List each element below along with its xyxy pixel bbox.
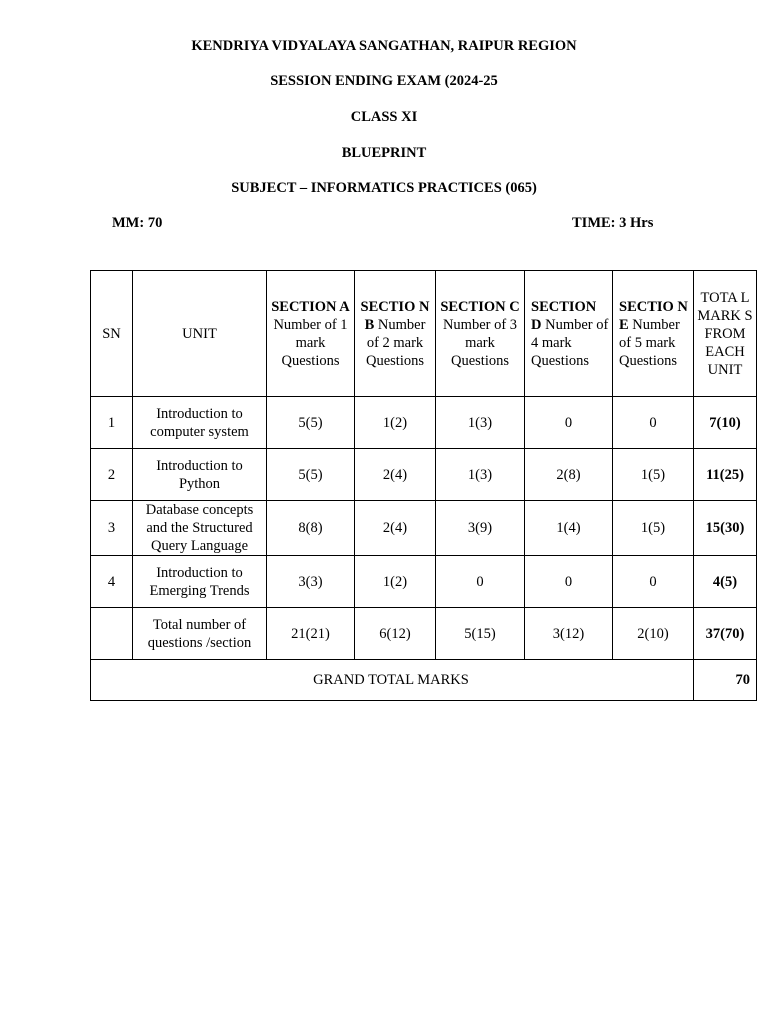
cell-section-c: 3(9)	[436, 501, 525, 556]
header-unit: UNIT	[133, 271, 267, 397]
cell-sn: 4	[91, 556, 133, 608]
section-a-title: SECTION A	[271, 298, 350, 315]
cell-section-d: 0	[525, 556, 613, 608]
cell-section-c: 5(15)	[436, 608, 525, 660]
section-a-desc: Number of 1 mark Questions	[273, 316, 348, 369]
cell-section-d: 1(4)	[525, 501, 613, 556]
cell-sn: 2	[91, 449, 133, 501]
cell-sn: 3	[91, 501, 133, 556]
cell-section-c: 0	[436, 556, 525, 608]
section-e-title: SECTIO N E	[619, 298, 688, 333]
section-b-title: SECTIO N B	[360, 298, 430, 333]
cell-section-b: 6(12)	[355, 608, 436, 660]
grand-total-row	[91, 660, 757, 701]
cell-section-a: 21(21)	[267, 608, 355, 660]
grand-total-label: GRAND TOTAL MARKS	[91, 660, 694, 701]
exam-time: TIME: 3 Hrs	[572, 215, 654, 231]
cell-sn: 1	[91, 397, 133, 449]
cell-section-b: 1(2)	[355, 397, 436, 449]
subject-title: SUBJECT – INFORMATICS PRACTICES (065)	[231, 180, 537, 196]
cell-sn	[91, 608, 133, 660]
header-section-e	[613, 271, 694, 397]
cell-total: 15(30)	[694, 501, 757, 556]
header-sn: SN	[91, 271, 133, 397]
cell-unit: Database concepts and the Structured Query Language	[133, 501, 267, 556]
cell-unit: Introduction to Python	[133, 449, 267, 501]
cell-section-d: 2(8)	[525, 449, 613, 501]
cell-section-d: 3(12)	[525, 608, 613, 660]
header-section-b	[355, 271, 436, 397]
cell-section-e: 0	[613, 397, 694, 449]
section-d-desc: Number of 4 mark Questions	[531, 316, 609, 369]
cell-section-a: 5(5)	[267, 449, 355, 501]
cell-total: 4(5)	[694, 556, 757, 608]
grand-total-value: 70	[694, 660, 757, 701]
header-section-d	[525, 271, 613, 397]
cell-section-a: 5(5)	[267, 397, 355, 449]
cell-section-a: 8(8)	[267, 501, 355, 556]
exam-title: SESSION ENDING EXAM (2024-25	[270, 73, 498, 89]
table-row	[91, 397, 757, 449]
doc-type-title: BLUEPRINT	[341, 145, 427, 161]
cell-section-c: 1(3)	[436, 397, 525, 449]
cell-unit: Total number of questions /section	[133, 608, 267, 660]
header-section-c	[436, 271, 525, 397]
section-d-title: SECTION D	[531, 298, 597, 333]
cell-section-e: 1(5)	[613, 449, 694, 501]
section-e-desc: Number of 5 mark Questions	[619, 316, 680, 369]
cell-section-e: 1(5)	[613, 501, 694, 556]
cell-section-e: 0	[613, 556, 694, 608]
table-row	[91, 501, 757, 556]
cell-section-e: 2(10)	[613, 608, 694, 660]
cell-unit: Introduction to Emerging Trends	[133, 556, 267, 608]
cell-section-b: 1(2)	[355, 556, 436, 608]
cell-section-b: 2(4)	[355, 449, 436, 501]
cell-total: 11(25)	[694, 449, 757, 501]
org-title: KENDRIYA VIDYALAYA SANGATHAN, RAIPUR REGION	[191, 38, 577, 54]
cell-section-d: 0	[525, 397, 613, 449]
table-header-row	[91, 271, 757, 397]
section-c-title: SECTION C	[440, 298, 520, 315]
header-total: TOTA L MARK S FROM EACH UNIT	[694, 271, 757, 397]
cell-section-a: 3(3)	[267, 556, 355, 608]
cell-section-b: 2(4)	[355, 501, 436, 556]
table-row	[91, 556, 757, 608]
blueprint-table	[90, 270, 757, 701]
cell-section-c: 1(3)	[436, 449, 525, 501]
max-marks: MM: 70	[112, 215, 163, 231]
cell-total: 37(70)	[694, 608, 757, 660]
header-section-a	[267, 271, 355, 397]
cell-total: 7(10)	[694, 397, 757, 449]
section-b-desc: Number of 2 mark Questions	[366, 316, 426, 369]
section-c-desc: Number of 3 mark Questions	[442, 316, 518, 369]
table-row	[91, 449, 757, 501]
cell-unit: Introduction to computer system	[133, 397, 267, 449]
class-title: CLASS XI	[350, 109, 418, 125]
totals-row	[91, 608, 757, 660]
